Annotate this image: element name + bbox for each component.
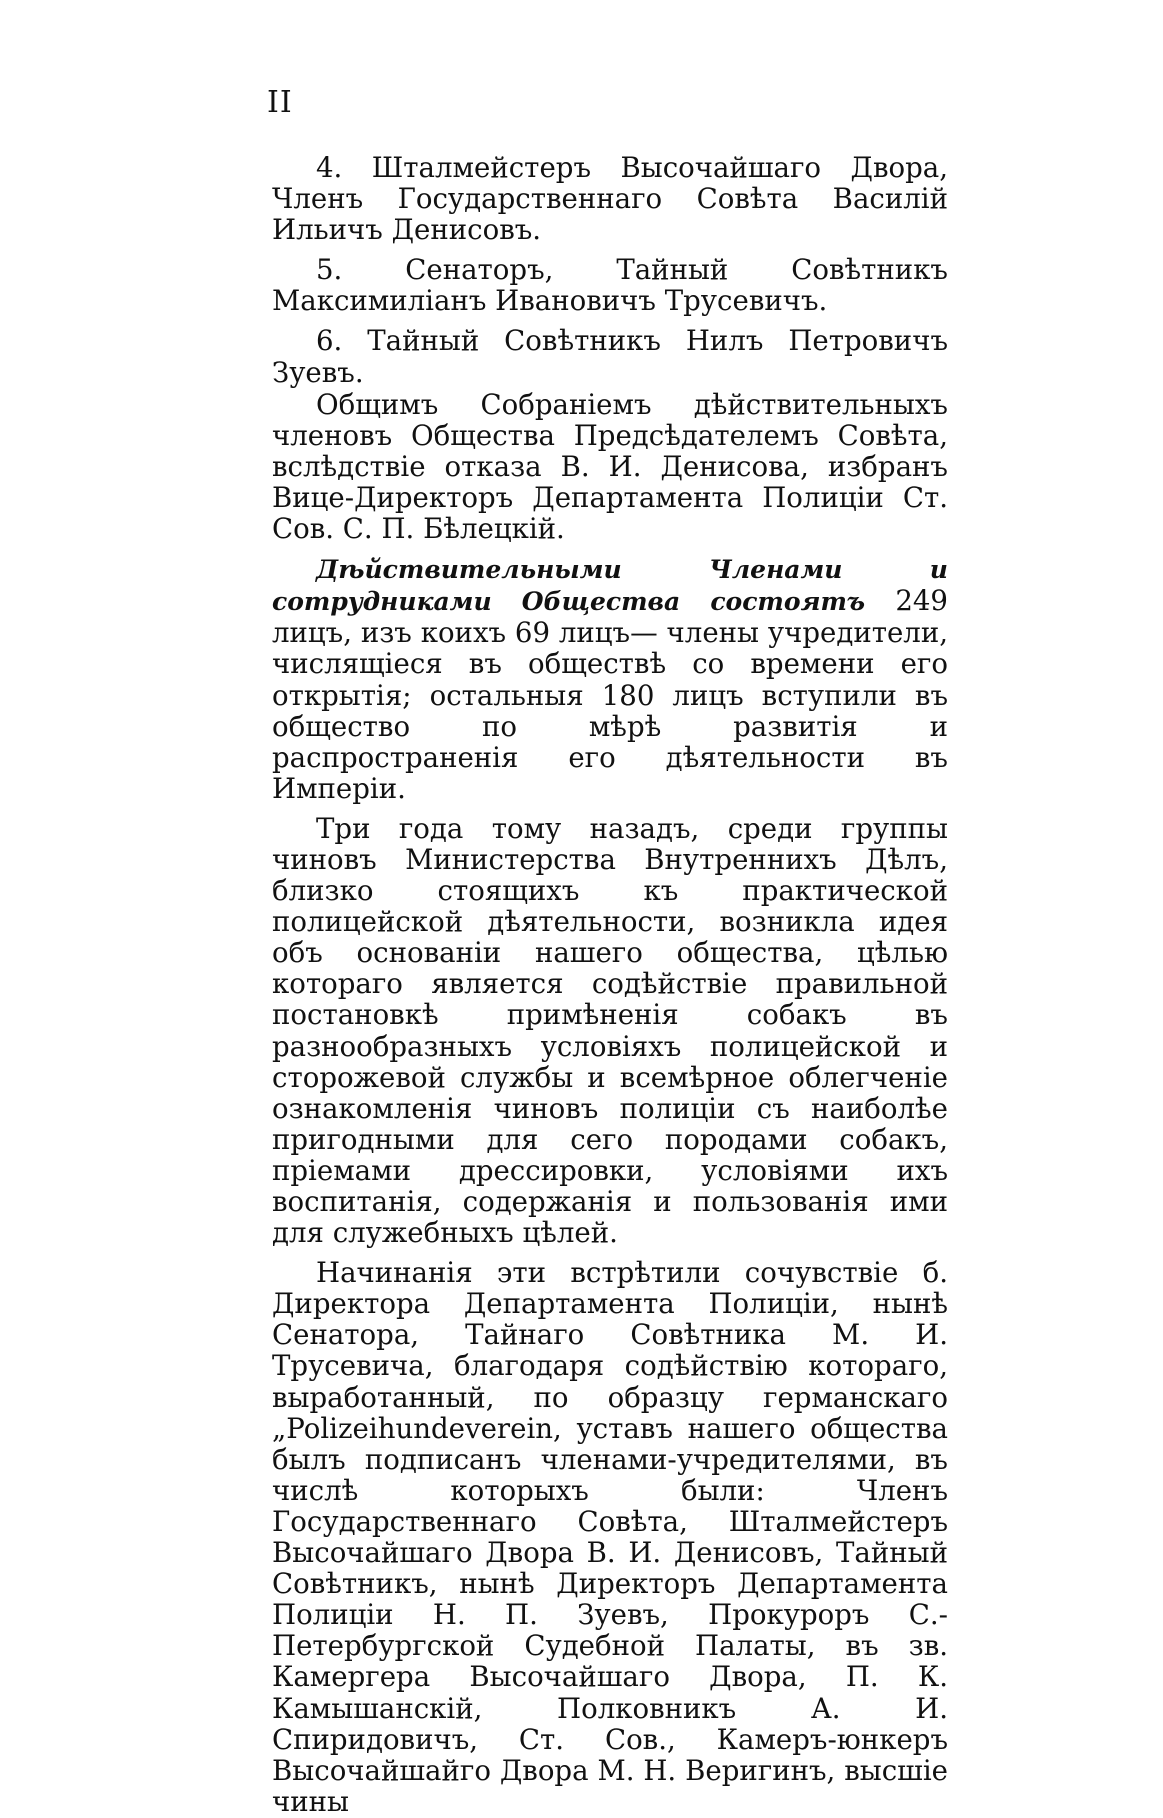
paragraph-item-6: 6. Тайный Совѣтникъ Нилъ Петровичъ Зуевъ. [272, 324, 948, 389]
paragraph-item-5: 5. Сенаторъ, Тайный Совѣтникъ Максимиліанъ Ивановичъ Трусевичъ. [272, 253, 948, 318]
members-text: 249 лицъ, изъ коихъ 69 лицъ— члены учредители, числящіеся въ обществѣ со времени его открытія; остальныя 180 лицъ вступили въ общество по мѣрѣ развитія и распространенія его дѣятельности въ Имперіи. [272, 584, 948, 805]
paragraph-item-4: 4. Шталмейстеръ Высочайшаго Двора, Членъ Государственнаго Совѣта Василій Ильичъ Денисовъ. [272, 151, 948, 247]
members-italic-lead: Дѣйствительными Членами и сотрудниками Общества состоятъ [272, 555, 948, 617]
paragraph-general-meeting: Общимъ Собраніемъ дѣйствительныхъ членовъ Общества Предсѣдателемъ Совѣта, вслѣдствіе отказа В. И. Денисова, избранъ Вице-Директоръ Департамента Полиціи Ст. Сов. С. П. Бѣлецкій. [272, 387, 948, 546]
body-text [272, 152, 948, 1817]
paragraph-founders: Начинанія эти встрѣтили сочувствіе б. Директора Департамента Полиціи, нынѣ Сенатора, Тайнаго Совѣтника М. И. Трусевича, благодаря содѣйствію котораго, выработанный, по образцу германскаго „Polizeihundeverein, уставъ нашего общества былъ подписанъ членами-учредителями, въ числѣ которыхъ были: Членъ Государственнаго Совѣта, Шталмейстеръ Высочайшаго Двора В. И. Денисовъ, Тайный Совѣтникъ, нынѣ Директоръ Департамента Полиціи Н. П. Зуевъ, Прокуроръ С.-Петербургской Судебной Палаты, въ зв. Камергера Высочайшаго Двора, П. К. Камышанскій, Полковникъ А. И. Спиридовичъ, Ст. Сов., Камеръ-юнкеръ Высочайшайго Двора М. Н. Веригинъ, высшіе чины [272, 1256, 948, 1818]
paragraph-history: Три года тому назадъ, среди группы чиновъ Министерства Внутреннихъ Дѣлъ, близко стоящихъ къ практической полицейской дѣятельности, возникла идея объ основаніи нашего общества, цѣлью котораго является содѣйствіе правильной постановкѣ примѣненія собакъ въ разнообразныхъ условіяхъ полицейской и сторожевой службы и всемѣрное облегченіе ознакомленія чиновъ полиціи съ наиболѣе пригодными для сего породами собакъ, пріемами дрессировки, условіями ихъ воспитанія, содержанія и пользованія ими для служебныхъ цѣлей. [272, 811, 948, 1250]
paragraph-members [272, 553, 948, 804]
page-number: II [267, 85, 293, 120]
